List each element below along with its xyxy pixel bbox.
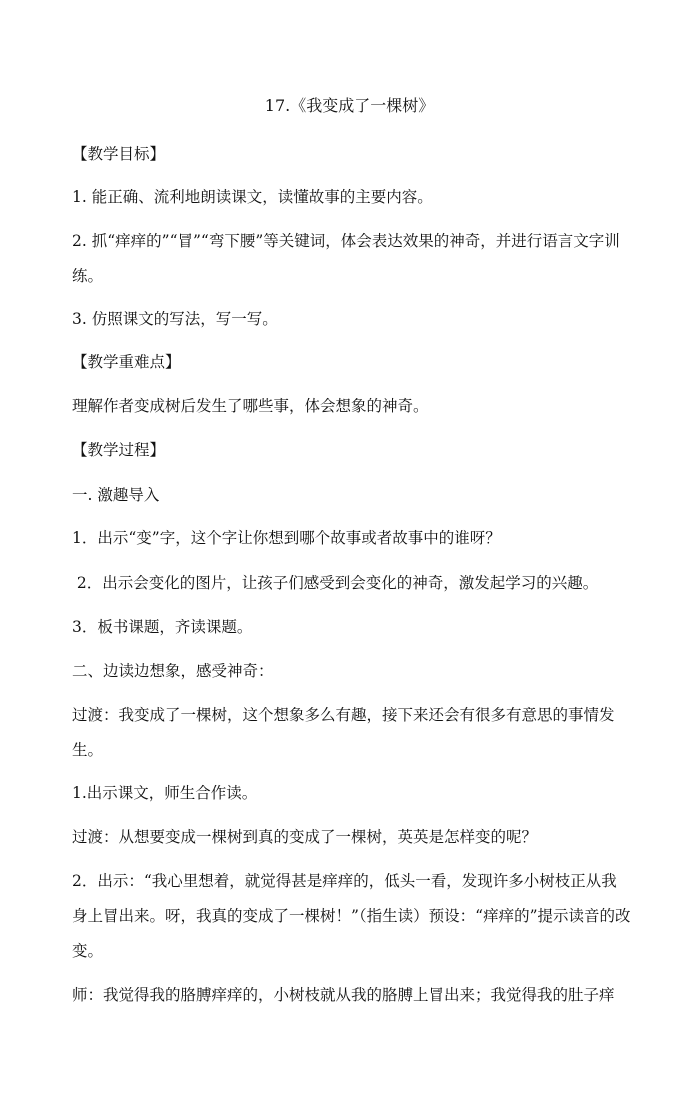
step-5: 2．出示：“我心里想着，就觉得甚是痒痒的，低头一看，发现许多小树枝正从我身上冒出来。呀，我真的变成了一棵树！”（指生读）预设：“痒痒的”提示读音的改变。: [72, 872, 631, 960]
document-title: 17.《我变成了一棵树》: [264, 96, 435, 115]
step-1: 1．出示“变”字，这个字让你想到哪个故事或者故事中的谁呀？: [72, 529, 501, 547]
objective-1: 1. 能正确、流利地朗读课文，读懂故事的主要内容。: [72, 188, 433, 206]
part-1-heading: 一. 激趣导入: [72, 486, 160, 504]
part-2-heading: 二、边读边想象，感受神奇：: [72, 662, 274, 680]
section-heading-key-points: 【教学重难点】: [72, 353, 181, 371]
transition-1: 过渡：我变成了一棵树，这个想象多么有趣，接下来还会有很多有意思的事情发生。: [72, 706, 615, 759]
transition-2: 过渡：从想要变成一棵树到真的变成了一棵树，英英是怎样变的呢？: [72, 828, 538, 846]
section-heading-process: 【教学过程】: [72, 441, 166, 459]
section-heading-objectives: 【教学目标】: [72, 145, 166, 163]
key-points-text: 理解作者变成树后发生了哪些事，体会想象的神奇。: [72, 397, 429, 415]
step-4: 1.出示课文，师生合作读。: [72, 784, 258, 802]
step-3: 3．板书课题，齐读课题。: [72, 618, 253, 636]
objective-2: 2. 抓“痒痒的”“冒”“弯下腰”等关键词，体会表达效果的神奇，并进行语言文字训练。: [72, 232, 620, 285]
objective-3: 3. 仿照课文的写法，写一写。: [72, 310, 278, 328]
teacher-remark: 师：我觉得我的胳膊痒痒的，小树枝就从我的胳膊上冒出来；我觉得我的肚子痒: [72, 986, 615, 1004]
step-2: 2．出示会变化的图片，让孩子们感受到会变化的神奇，激发起学习的兴趣。: [72, 574, 599, 592]
